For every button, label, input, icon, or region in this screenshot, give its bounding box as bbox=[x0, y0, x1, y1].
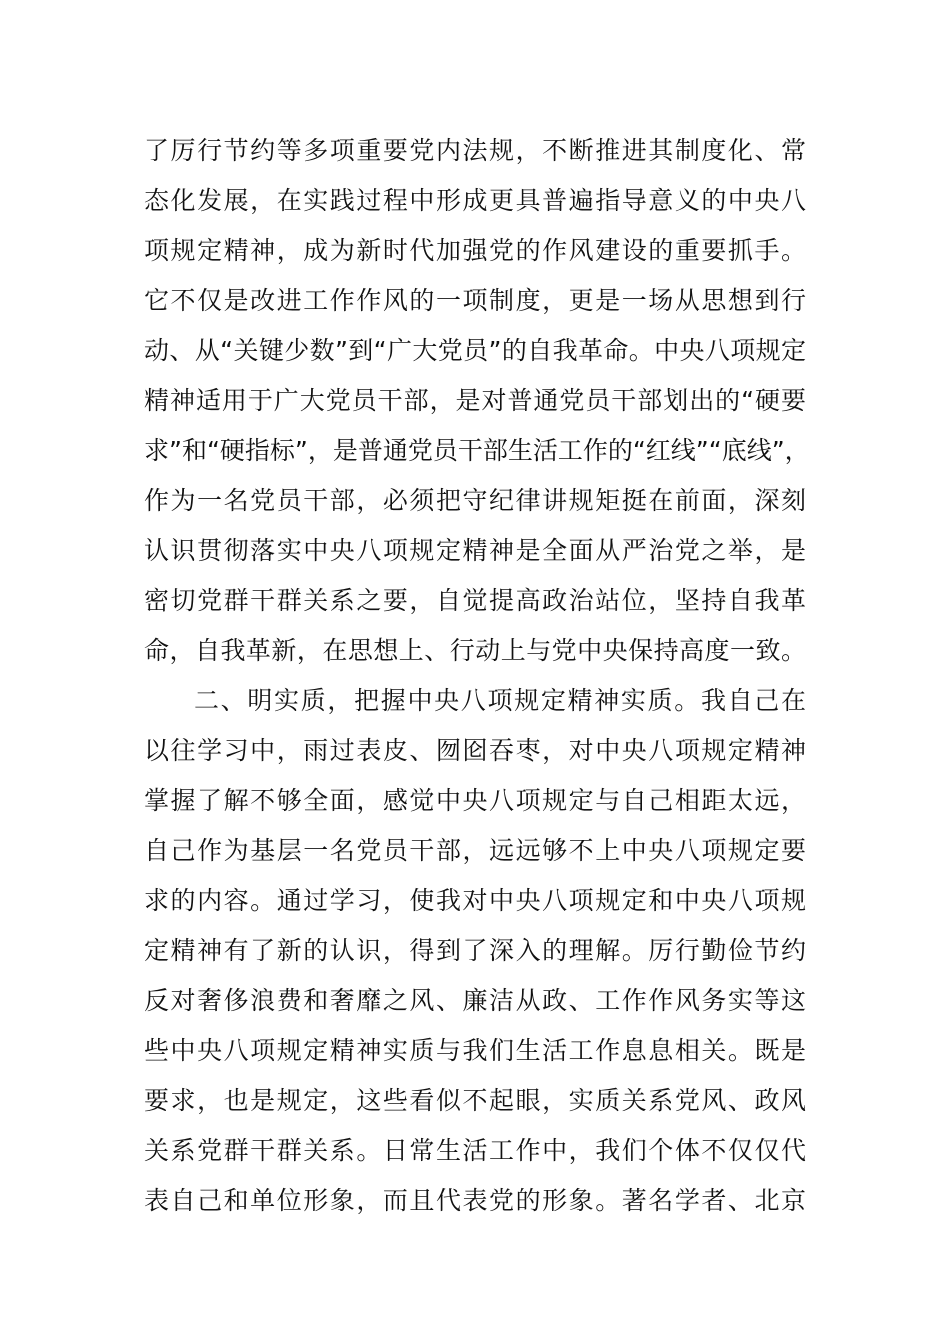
text-line: 作为一名党员干部，必须把守纪律讲规矩挺在前面，深刻 bbox=[144, 486, 806, 515]
text-line: 要求，也是规定，这些看似不起眼，实质关系党风、政风 bbox=[144, 1086, 806, 1115]
text-line: 项规定精神，成为新时代加强党的作风建设的重要抓手。 bbox=[144, 236, 806, 265]
paragraph-first-line: 二、明实质，把握中央八项规定精神实质。我自己在 bbox=[194, 686, 806, 715]
text-line: 态化发展，在实践过程中形成更具普遍指导意义的中央八 bbox=[144, 186, 806, 215]
text-line: 认识贯彻落实中央八项规定精神是全面从严治党之举，是 bbox=[144, 536, 806, 565]
text-line: 求”和“硬指标”，是普通党员干部生活工作的“红线”“底线”， bbox=[144, 436, 810, 465]
text-line: 表自己和单位形象，而且代表党的形象。著名学者、北京 bbox=[144, 1186, 806, 1215]
text-line: 精神适用于广大党员干部，是对普通党员干部划出的“硬要 bbox=[144, 386, 806, 415]
text-line: 以往学习中，雨过表皮、囫囵吞枣，对中央八项规定精神 bbox=[144, 736, 806, 765]
text-line: 命，自我革新，在思想上、行动上与党中央保持高度一致。 bbox=[144, 636, 806, 665]
text-line: 关系党群干群关系。日常生活工作中，我们个体不仅仅代 bbox=[144, 1136, 806, 1165]
text-line: 它不仅是改进工作作风的一项制度，更是一场从思想到行 bbox=[144, 286, 806, 315]
text-line: 求的内容。通过学习，使我对中央八项规定和中央八项规 bbox=[144, 886, 806, 915]
text-line: 了厉行节约等多项重要党内法规，不断推进其制度化、常 bbox=[144, 136, 806, 165]
text-line: 定精神有了新的认识，得到了深入的理解。厉行勤俭节约 bbox=[144, 936, 806, 965]
text-line: 自己作为基层一名党员干部，远远够不上中央八项规定要 bbox=[144, 836, 806, 865]
text-line: 些中央八项规定精神实质与我们生活工作息息相关。既是 bbox=[144, 1036, 806, 1065]
text-line: 反对奢侈浪费和奢靡之风、廉洁从政、工作作风务实等这 bbox=[144, 986, 806, 1015]
text-line: 动、从“关键少数”到“广大党员”的自我革命。中央八项规定 bbox=[144, 336, 806, 365]
text-line: 密切党群干群关系之要，自觉提高政治站位，坚持自我革 bbox=[144, 586, 806, 615]
text-line: 掌握了解不够全面，感觉中央八项规定与自己相距太远， bbox=[144, 786, 806, 815]
